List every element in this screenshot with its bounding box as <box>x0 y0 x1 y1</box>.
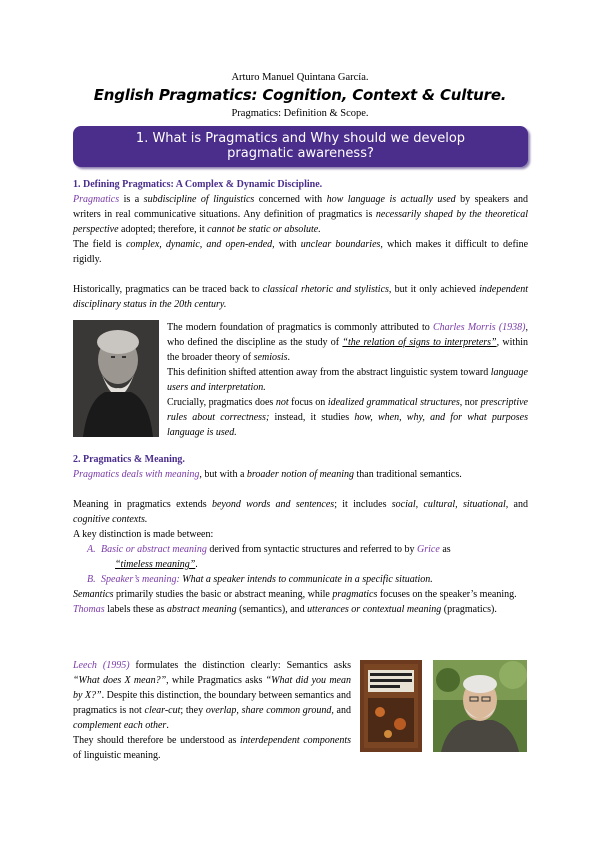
list-item: B. Speaker’s meaning: What a speaker intends to communicate in a specific situation. <box>87 574 433 585</box>
paragraph: The field is complex, dynamic, and open-ended, with unclear boundaries, which makes it difficult to define rigidly. <box>73 239 529 265</box>
paragraph: Semantics primarily studies the basic or abstract meaning, while pragmatics focuses on the speaker’s meaning. <box>73 589 517 600</box>
paragraph: Thomas labels these as abstract meaning (semantics), and utterances or contextual meaning (pragmatics). <box>73 604 497 615</box>
section-banner: 1. What is Pragmatics and Why should we develop pragmatic awareness? <box>73 126 528 167</box>
section1-morris <box>167 320 528 440</box>
list-item-cont: “timeless meaning”. <box>115 559 198 570</box>
paragraph: This definition shifted attention away from the abstract linguistic system toward language users and interpretation. <box>167 367 528 393</box>
paragraph: They should therefore be understood as interdependent components of linguistic meaning. <box>73 735 351 761</box>
list-item: A. Basic or abstract meaning derived from syntactic structures and referred to by Grice as <box>87 544 451 555</box>
section1-intro <box>73 177 528 312</box>
section1-heading: 1. Defining Pragmatics: A Complex & Dynamic Discipline. <box>73 179 323 190</box>
document-title: English Pragmatics: Cognition, Context & Culture. <box>93 86 507 104</box>
paragraph: Pragmatics deals with meaning, but with a broader notion of meaning than traditional semantics. <box>73 469 462 480</box>
book-cover-image <box>360 660 422 752</box>
paragraph: A key distinction is made between: <box>73 529 214 540</box>
leech-portrait-photo <box>433 660 527 752</box>
paragraph: Pragmatics is a subdiscipline of linguistics concerned with how language is actually used by speakers and writers in real communicative situations. Any definition of pragmatics is necessarily shaped by the theoretical perspective adopted; therefore, it cannot be static or absolute. <box>73 194 529 235</box>
portrait-photo <box>73 320 159 437</box>
section2-heading: 2. Pragmatics & Meaning. <box>73 454 185 465</box>
document-subtitle: Pragmatics: Definition & Scope. <box>231 108 369 119</box>
paragraph: Historically, pragmatics can be traced back to classical rhetoric and stylistics, but it only achieved independent disciplinary status in the 20th century. <box>73 284 528 310</box>
paragraph: Crucially, pragmatics does not focus on idealized grammatical structures, nor prescriptive rules about correctness; instead, it studies how, when, why, and for what purposes language is used. <box>167 397 528 438</box>
paragraph: Meaning in pragmatics extends beyond words and sentences; it includes social, cultural, situational, and cognitive contexts. <box>73 499 528 525</box>
leech-paragraph <box>73 658 351 763</box>
section2-main <box>73 452 528 617</box>
paragraph: Leech (1995) formulates the distinction clearly: Semantics asks “What does X mean?”, while Pragmatics asks “What did you mean by X?”. Despite this distinction, the boundary between semantics and pragmatics is not clear-cut; they overlap, share common ground, and complement each other. <box>73 660 351 731</box>
paragraph: The modern foundation of pragmatics is commonly attributed to Charles Morris (1938), who defined the discipline as the study of “the relation of signs to interpreters”, within the broader theory of semiosis. <box>167 322 528 363</box>
author-name: Arturo Manuel Quintana García. <box>231 72 369 83</box>
